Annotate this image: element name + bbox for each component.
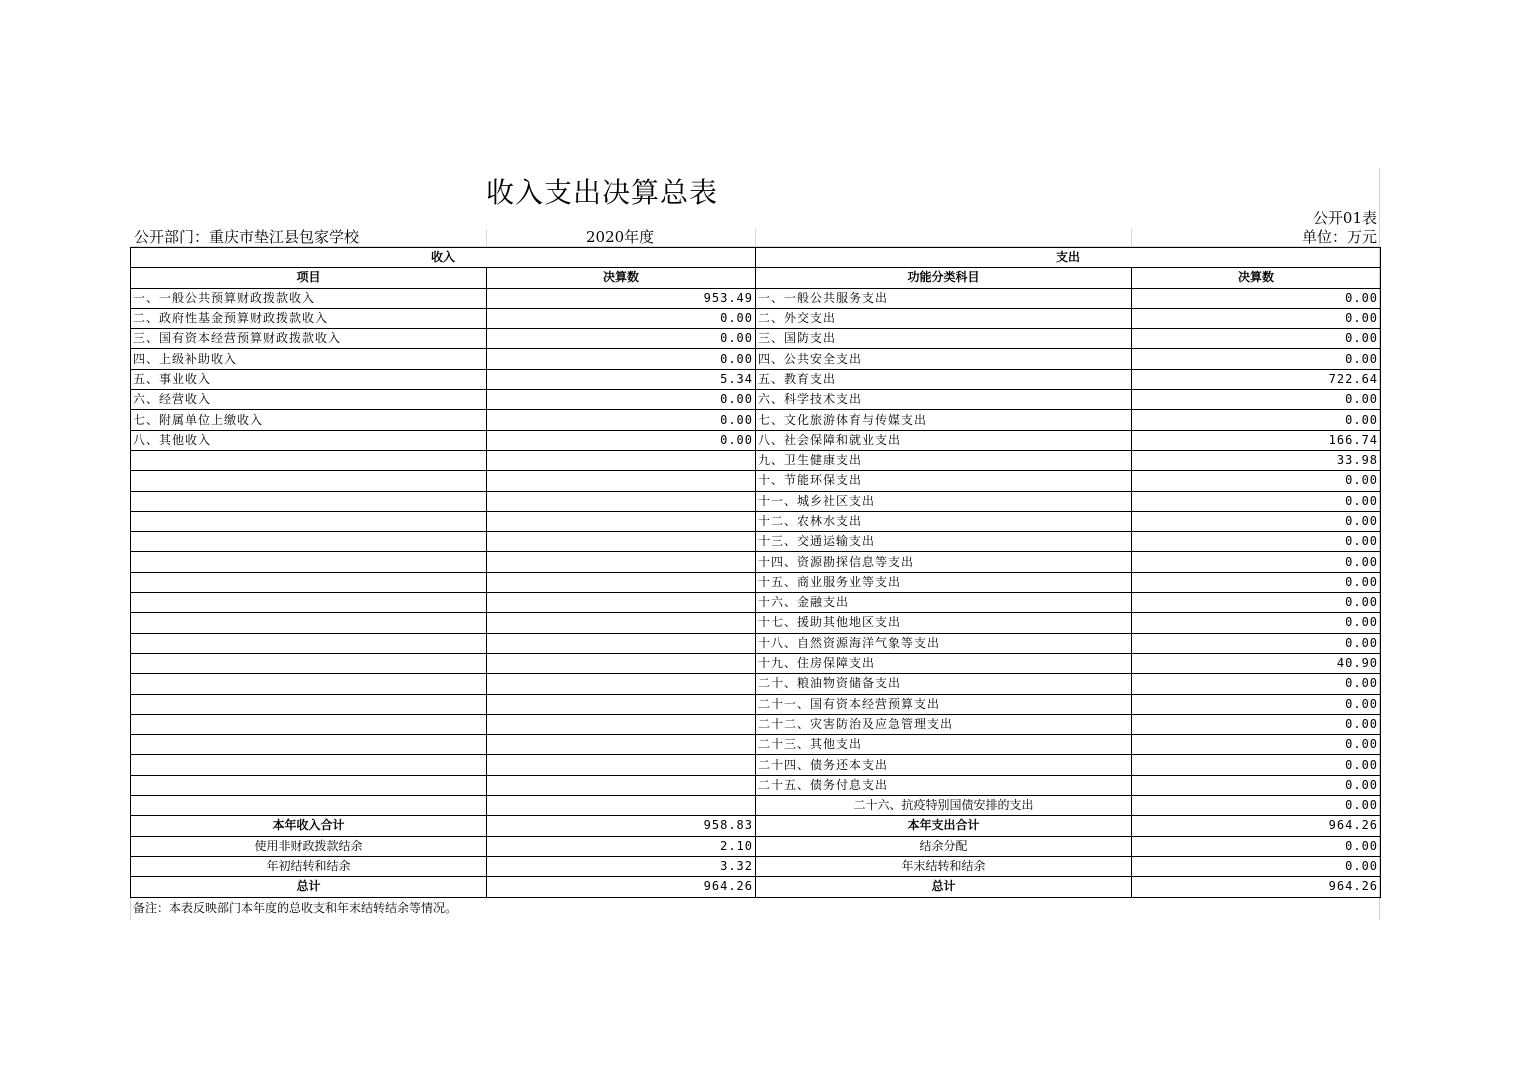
income-amount-cell: 0.00 <box>487 308 756 328</box>
expense-item-cell: 三、国防支出 <box>756 329 1132 349</box>
amount-column-header: 决算数 <box>487 268 756 288</box>
expense-amount-cell: 0.00 <box>1132 735 1381 755</box>
expense-item-cell: 八、社会保障和就业支出 <box>756 430 1132 450</box>
page-title: 收入支出决算总表 <box>486 176 719 209</box>
income-item-cell: 二、政府性基金预算财政拨款收入 <box>131 308 487 328</box>
section-header-row <box>131 248 1381 268</box>
income-amount-cell <box>487 613 756 633</box>
income-amount-cell: 0.00 <box>487 349 756 369</box>
income-amount-cell <box>487 491 756 511</box>
expense-amount-cell: 0.00 <box>1132 552 1381 572</box>
income-amount-cell <box>487 694 756 714</box>
expense-amount-cell: 33.98 <box>1132 450 1381 470</box>
income-item-cell <box>131 552 487 572</box>
table-row <box>131 775 1381 795</box>
income-amount-cell <box>487 653 756 673</box>
surplus-dist-label: 结余分配 <box>756 836 1132 856</box>
table-row <box>131 633 1381 653</box>
expense-item-cell: 七、文化旅游体育与传媒支出 <box>756 410 1132 430</box>
income-amount-cell: 953.49 <box>487 288 756 308</box>
income-amount-cell: 0.00 <box>487 430 756 450</box>
expense-item-cell: 四、公共安全支出 <box>756 349 1132 369</box>
department-label: 公开部门：重庆市垫江县包家学校 <box>134 228 360 246</box>
amount2-column-header: 决算数 <box>1132 268 1381 288</box>
table-row <box>131 694 1381 714</box>
table-row <box>131 674 1381 694</box>
annual-total-row <box>131 816 1381 836</box>
income-item-cell <box>131 775 487 795</box>
income-amount-cell: 0.00 <box>487 329 756 349</box>
column-header-row <box>131 268 1381 288</box>
income-item-cell <box>131 694 487 714</box>
expense-item-cell: 二十一、国有资本经营预算支出 <box>756 694 1132 714</box>
income-item-cell <box>131 735 487 755</box>
income-amount-cell <box>487 674 756 694</box>
table-row <box>131 653 1381 673</box>
carry-in-value: 3.32 <box>487 856 756 876</box>
income-amount-cell <box>487 593 756 613</box>
expense-item-cell: 十五、商业服务业等支出 <box>756 572 1132 592</box>
item-column-header: 项目 <box>131 268 487 288</box>
table-row <box>131 735 1381 755</box>
income-item-cell: 五、事业收入 <box>131 369 487 389</box>
income-item-cell: 三、国有资本经营预算财政拨款收入 <box>131 329 487 349</box>
expense-item-cell: 二十六、抗疫特别国债安排的支出 <box>756 796 1132 816</box>
income-item-cell: 四、上级补助收入 <box>131 349 487 369</box>
expense-amount-cell: 0.00 <box>1132 775 1381 795</box>
category-column-header: 功能分类科目 <box>756 268 1132 288</box>
expense-amount-cell: 166.74 <box>1132 430 1381 450</box>
grand-income-value: 964.26 <box>487 877 756 897</box>
special-row <box>131 796 1381 816</box>
expense-item-cell: 十六、金融支出 <box>756 593 1132 613</box>
expense-amount-cell: 0.00 <box>1132 593 1381 613</box>
income-item-cell <box>131 755 487 775</box>
table-row <box>131 410 1381 430</box>
income-amount-cell: 0.00 <box>487 410 756 430</box>
income-amount-cell <box>487 532 756 552</box>
table-row <box>131 714 1381 734</box>
expense-item-cell: 二、外交支出 <box>756 308 1132 328</box>
income-item-cell <box>131 471 487 491</box>
surplus-dist-value: 0.00 <box>1132 836 1381 856</box>
income-item-cell <box>131 653 487 673</box>
table-row <box>131 329 1381 349</box>
expense-amount-cell: 0.00 <box>1132 329 1381 349</box>
income-item-cell <box>131 613 487 633</box>
expense-amount-cell: 0.00 <box>1132 511 1381 531</box>
expense-total-label: 本年支出合计 <box>756 816 1132 836</box>
budget-table <box>130 247 1381 898</box>
expense-amount-cell: 0.00 <box>1132 532 1381 552</box>
grand-total-row <box>131 877 1381 897</box>
income-amount-cell <box>487 572 756 592</box>
expense-item-cell: 二十三、其他支出 <box>756 735 1132 755</box>
expense-item-cell: 二十二、灾害防治及应急管理支出 <box>756 714 1132 734</box>
grand-expense-value: 964.26 <box>1132 877 1381 897</box>
form-number: 公开01表 <box>1312 209 1377 227</box>
table-row <box>131 450 1381 470</box>
table-row <box>131 572 1381 592</box>
sheet-left-edge <box>130 896 131 920</box>
expense-item-cell: 九、卫生健康支出 <box>756 450 1132 470</box>
income-amount-cell <box>487 633 756 653</box>
income-amount-cell <box>487 775 756 795</box>
carry-out-label: 年末结转和结余 <box>756 856 1132 876</box>
non-fiscal-label: 使用非财政拨款结余 <box>131 836 487 856</box>
table-row <box>131 471 1381 491</box>
expense-item-cell: 十九、住房保障支出 <box>756 653 1132 673</box>
expense-item-cell: 十四、资源勘探信息等支出 <box>756 552 1132 572</box>
grand-total-label: 总计 <box>131 877 487 897</box>
expense-item-cell: 六、科学技术支出 <box>756 390 1132 410</box>
income-amount-cell: 0.00 <box>487 390 756 410</box>
expense-item-cell: 二十五、债务付息支出 <box>756 775 1132 795</box>
table-row <box>131 390 1381 410</box>
expense-amount-cell: 722.64 <box>1132 369 1381 389</box>
income-header: 收入 <box>131 248 756 268</box>
expense-amount-cell: 40.90 <box>1132 653 1381 673</box>
table-row <box>131 430 1381 450</box>
unit-label: 单位：万元 <box>1301 228 1377 246</box>
income-amount-cell <box>487 735 756 755</box>
income-item-cell <box>131 593 487 613</box>
table-row <box>131 288 1381 308</box>
income-amount-cell <box>487 450 756 470</box>
expense-item-cell: 二十、粮油物资储备支出 <box>756 674 1132 694</box>
income-item-cell <box>131 511 487 531</box>
income-item-cell <box>131 532 487 552</box>
table-row <box>131 491 1381 511</box>
carry-row <box>131 856 1381 876</box>
expense-item-cell: 一、一般公共服务支出 <box>756 288 1132 308</box>
income-item-cell <box>131 491 487 511</box>
table-row <box>131 369 1381 389</box>
income-total-value: 958.83 <box>487 816 756 836</box>
expense-item-cell: 十三、交通运输支出 <box>756 532 1132 552</box>
expense-amount-cell: 0.00 <box>1132 572 1381 592</box>
expense-item-cell: 十一、城乡社区支出 <box>756 491 1132 511</box>
income-amount-cell: 5.34 <box>487 369 756 389</box>
meta-divider <box>1131 229 1132 247</box>
table-row <box>131 511 1381 531</box>
expense-amount-cell: 0.00 <box>1132 491 1381 511</box>
income-item-cell: 七、附属单位上缴收入 <box>131 410 487 430</box>
expense-item-cell: 五、教育支出 <box>756 369 1132 389</box>
income-item-cell <box>131 796 487 816</box>
expense-amount-cell: 0.00 <box>1132 288 1381 308</box>
table-row <box>131 349 1381 369</box>
meta-divider <box>755 229 756 247</box>
income-amount-cell <box>487 511 756 531</box>
income-amount-cell <box>487 552 756 572</box>
expense-item-cell: 十、节能环保支出 <box>756 471 1132 491</box>
footnote: 备注：本表反映部门本年度的总收支和年末结转结余等情况。 <box>133 901 458 915</box>
expense-amount-cell: 0.00 <box>1132 390 1381 410</box>
income-amount-cell <box>487 796 756 816</box>
income-item-cell <box>131 674 487 694</box>
expense-amount-cell: 0.00 <box>1132 674 1381 694</box>
income-item-cell <box>131 572 487 592</box>
income-item-cell: 一、一般公共预算财政拨款收入 <box>131 288 487 308</box>
income-item-cell: 六、经营收入 <box>131 390 487 410</box>
expense-amount-cell: 0.00 <box>1132 796 1381 816</box>
expense-amount-cell: 0.00 <box>1132 410 1381 430</box>
table-row <box>131 593 1381 613</box>
expense-item-cell: 二十四、债务还本支出 <box>756 755 1132 775</box>
expense-amount-cell: 0.00 <box>1132 471 1381 491</box>
table-row <box>131 552 1381 572</box>
expense-item-cell: 十二、农林水支出 <box>756 511 1132 531</box>
expense-amount-cell: 0.00 <box>1132 714 1381 734</box>
grand-total-label-expense: 总计 <box>756 877 1132 897</box>
table-row <box>131 532 1381 552</box>
expense-amount-cell: 0.00 <box>1132 308 1381 328</box>
table-row <box>131 613 1381 633</box>
income-amount-cell <box>487 755 756 775</box>
income-amount-cell <box>487 714 756 734</box>
table-row <box>131 755 1381 775</box>
expense-amount-cell: 0.00 <box>1132 349 1381 369</box>
carry-in-label: 年初结转和结余 <box>131 856 487 876</box>
table-row <box>131 308 1381 328</box>
income-amount-cell <box>487 471 756 491</box>
non-fiscal-row <box>131 836 1381 856</box>
expense-total-value: 964.26 <box>1132 816 1381 836</box>
expense-amount-cell: 0.00 <box>1132 694 1381 714</box>
non-fiscal-value: 2.10 <box>487 836 756 856</box>
fiscal-year: 2020年度 <box>586 228 655 246</box>
expense-header: 支出 <box>756 248 1381 268</box>
expense-amount-cell: 0.00 <box>1132 613 1381 633</box>
expense-item-cell: 十八、自然资源海洋气象等支出 <box>756 633 1132 653</box>
expense-item-cell: 十七、援助其他地区支出 <box>756 613 1132 633</box>
income-item-cell <box>131 633 487 653</box>
expense-amount-cell: 0.00 <box>1132 633 1381 653</box>
income-total-label: 本年收入合计 <box>131 816 487 836</box>
income-item-cell: 八、其他收入 <box>131 430 487 450</box>
carry-out-value: 0.00 <box>1132 856 1381 876</box>
expense-amount-cell: 0.00 <box>1132 755 1381 775</box>
income-item-cell <box>131 450 487 470</box>
income-item-cell <box>131 714 487 734</box>
meta-divider <box>486 229 487 247</box>
